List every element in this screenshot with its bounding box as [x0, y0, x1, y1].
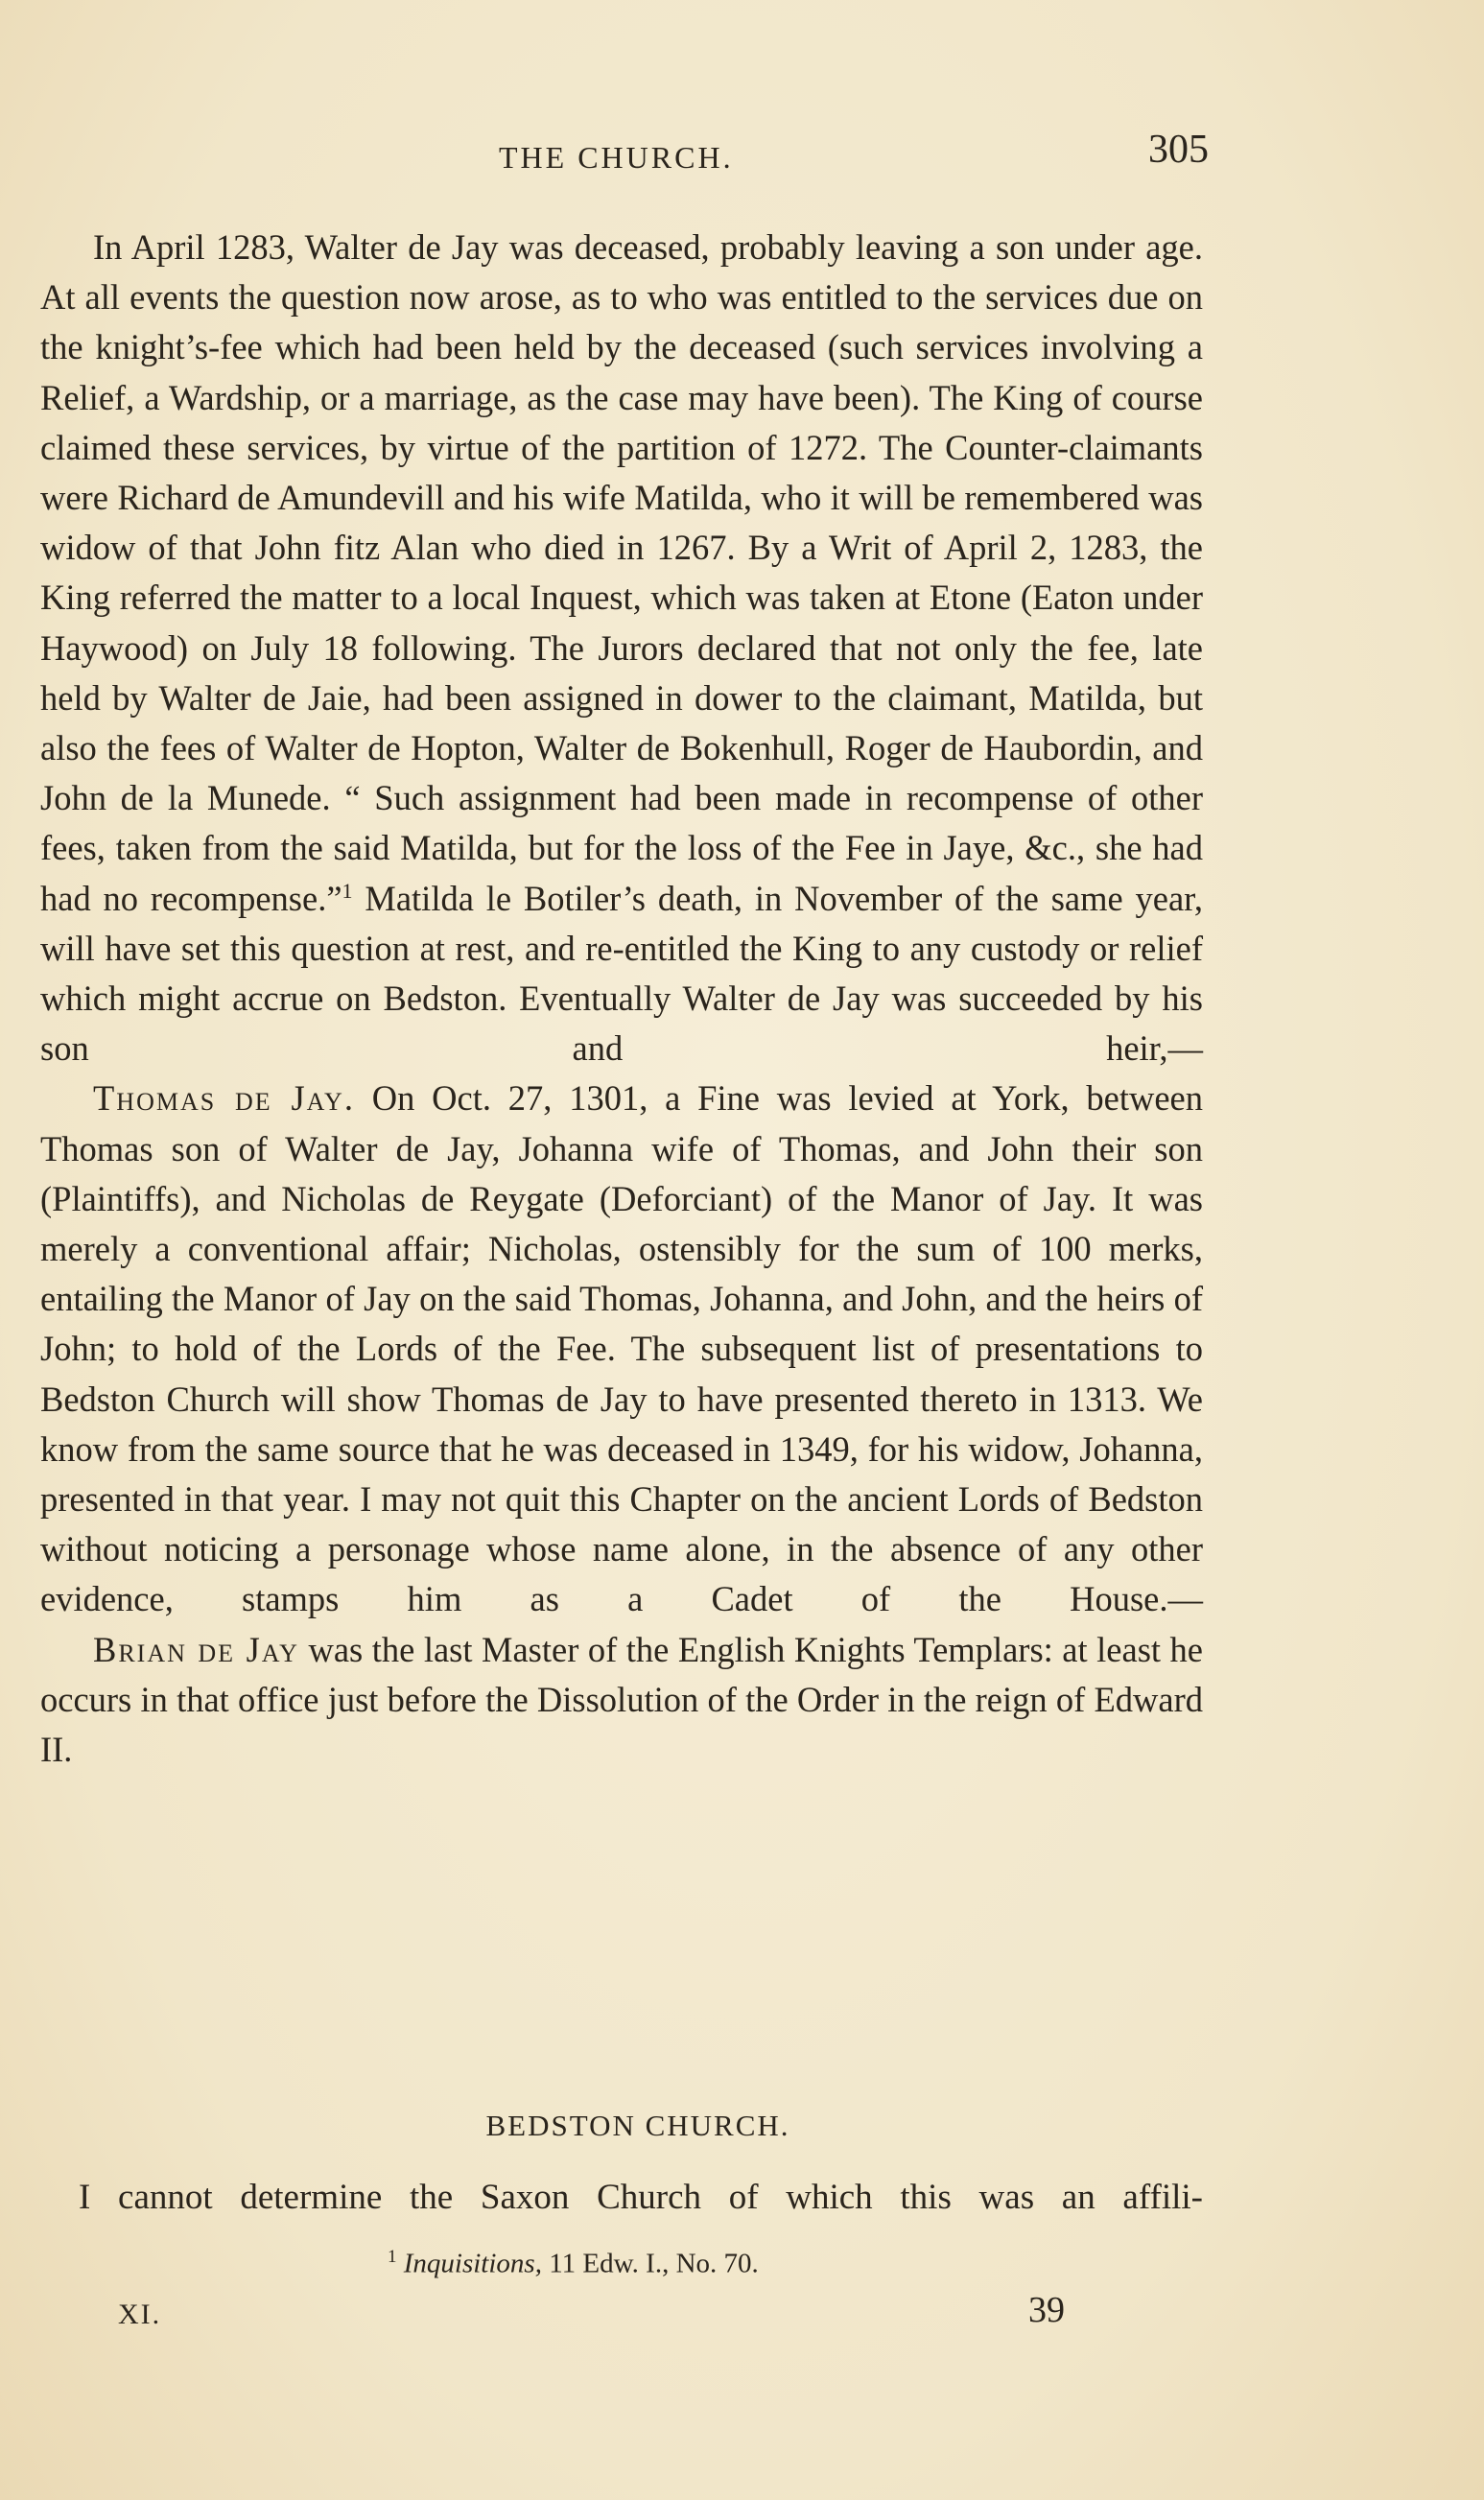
signature-number: 39: [1028, 2290, 1065, 2330]
paragraph-2: [40, 1073, 1203, 1624]
running-head: [67, 128, 1209, 182]
paragraph-1-text: In April 1283, Walter de Jay was deceased, probably leaving a son under age. At all events the question now arose, as to who was entitled to the services due on the knight’s-fee which had been held by the deceased (such services involving a Relief, a Wardship, or a marriage, as the case may have been). The King of course claimed these services, by virtue of the partition of 1272. The Counter-claimants were Richard de Amundevill and his wife Matilda, who it will be remembered was widow of that John fitz Alan who died in 1267. By a Writ of April 2, 1283, the King referred the matter to a local Inquest, which was taken at Etone (Eaton under Haywood) on July 18 following. The Jurors declared that not only the fee, late held by Walter de Jaie, had been assigned in dower to the claimant, Matilda, but also the fees of Walter de Hopton, Walter de Bokenhull, Roger de Haubordin, and John de la Munede. “ Such assignment had been made in recompense of other fees, taken from the said Matilda, but for the loss of the Fee in Jaye, &c., she had had no recompense.”: [40, 227, 1203, 918]
footnote: [388, 2247, 759, 2280]
signature-mark: XI.: [118, 2299, 162, 2330]
paragraph-1: [40, 223, 1203, 1073]
paragraph-3: [40, 1625, 1203, 1776]
paragraph-2-name: Thomas de Jay.: [93, 1078, 355, 1119]
running-title: THE CHURCH.: [499, 140, 734, 175]
section-paragraph: I cannot determine the Saxon Church of which this was an affili-: [79, 2178, 1203, 2217]
paragraph-3-text: was the last Master of the English Knights Templars: at least he occurs in that office just before the Dissolution of the Order in the reign of Edward II.: [40, 1629, 1203, 1770]
paragraph-1-continuation: Matilda le Botiler’s death, in November of the same year, will have set this question at rest, and re-entitled the King to any custody or relief which might accrue on Bedston. Eventually Walter de Jay was succeeded by his son and heir,—: [40, 878, 1203, 1069]
page-number: 305: [1148, 128, 1209, 172]
section-text: [40, 2173, 1203, 2223]
body-text: [40, 223, 1203, 1775]
section-heading: BEDSTON CHURCH.: [485, 2109, 790, 2142]
footnote-citation: 11 Edw. I., No. 70.: [541, 2248, 759, 2279]
paragraph-3-name: Brian de Jay: [93, 1629, 299, 1669]
footnote-reference[interactable]: 1: [342, 878, 353, 903]
footnote-source: Inquisitions,: [403, 2248, 542, 2279]
footnote-marker: 1: [388, 2247, 397, 2267]
paragraph-2-text: On Oct. 27, 1301, a Fine was levied at York, between Thomas son of Walter de Jay, Johanna wife of Thomas, and John their son (Plaintiffs), and Nicholas de Reygate (Deforciant) of the Manor of Jay. It was merely a conventional affair; Nicholas, ostensibly for the sum of 100 merks, entailing the Manor of Jay on the said Thomas, Johanna, and John, and the heirs of John; to hold of the Lords of the Fee. The subsequent list of presentations to Bedston Church will show Thomas de Jay to have presented thereto in 1313. We know from the same source that he was deceased in 1349, for his widow, Johanna, presented in that year. I may not quit this Chapter on the ancient Lords of Bedston without noticing a personage whose name alone, in the absence of any other evidence, stamps him as a Cadet of the House.—: [40, 1078, 1204, 1619]
